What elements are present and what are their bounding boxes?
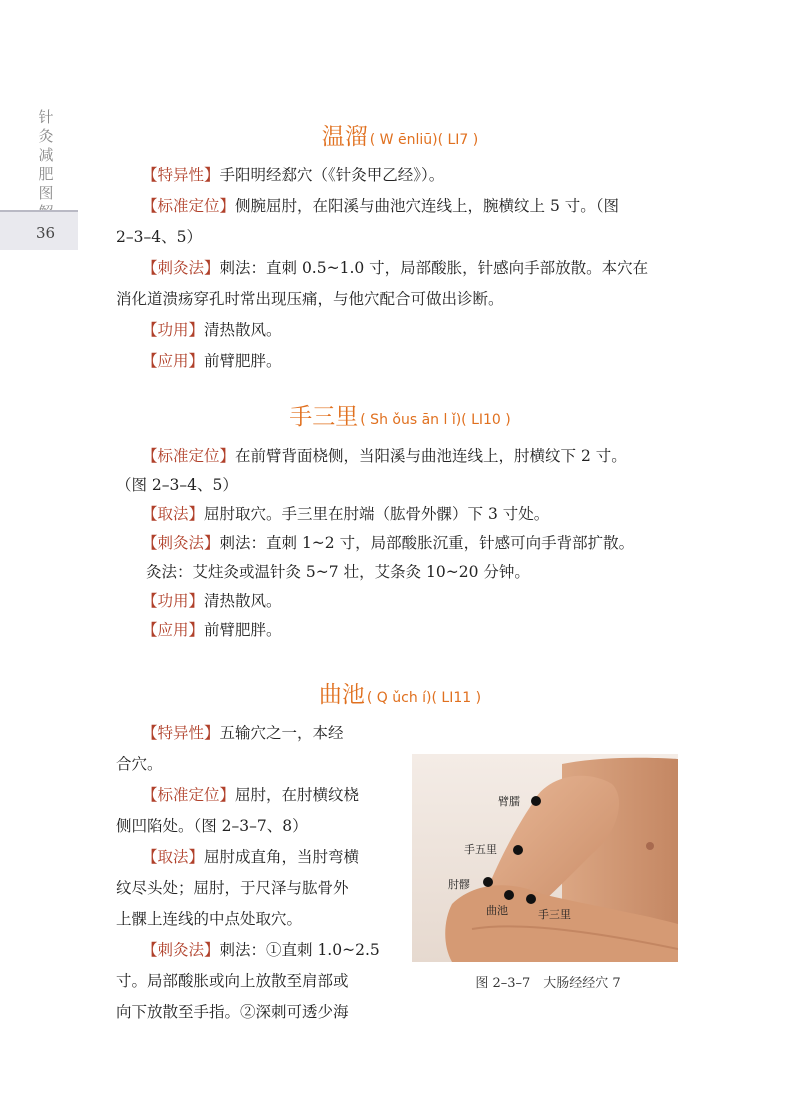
paragraph-text: 手阳明经郄穴（《针灸甲乙经》）。 <box>219 166 445 184</box>
point-label: 手三里 <box>538 908 571 921</box>
paragraph-text: 灸法：艾炷灸或温针灸 5~7 壮，艾条灸 10~20 分钟。 <box>146 563 530 581</box>
paragraph <box>116 470 238 501</box>
paragraph <box>116 284 504 315</box>
paragraph-text: 在前臂背面桡侧，当阳溪与曲池连线上，肘横纹下 2 寸。 <box>235 447 627 465</box>
paragraph-text: 刺法：直刺 1~2 寸，局部酸胀沉重，针感可向手背部扩散。 <box>219 534 635 552</box>
paragraph <box>142 842 359 873</box>
paragraph-tag: 【应用】 <box>142 352 205 370</box>
paragraph <box>116 811 308 842</box>
paragraph-text: 清热散风。 <box>204 321 282 339</box>
paragraph-text: 屈肘，在肘横纹桡 <box>235 786 360 804</box>
paragraph-tag: 【特异性】 <box>142 724 220 742</box>
point-quchi <box>504 890 514 900</box>
arm-illustration <box>412 754 678 962</box>
section-title-wenliu <box>0 118 800 151</box>
point-binao <box>531 796 541 806</box>
paragraph-tag: 【标准定位】 <box>142 197 236 215</box>
paragraph-text: 消化道溃疡穿孔时常出现压痛，与他穴配合可做出诊断。 <box>116 290 504 308</box>
section-pinyin: ( Q ǔch í)( LI11 ) <box>366 690 482 706</box>
paragraph-text: 屈肘取穴。手三里在肘端（肱骨外髁）下 3 寸处。 <box>204 505 550 523</box>
paragraph <box>142 615 282 646</box>
paragraph <box>142 160 444 191</box>
point-shousanli <box>526 894 536 904</box>
paragraph <box>142 780 359 811</box>
paragraph-text: 合穴。 <box>116 755 163 773</box>
paragraph-tag: 【取法】 <box>142 505 205 523</box>
book-title: 针灸减肥图 <box>38 108 54 202</box>
section-title-shousanli <box>0 398 800 431</box>
paragraph-text: 前臂肥胖。 <box>204 621 282 639</box>
paragraph-text: 屈肘成直角，当肘弯横 <box>204 848 360 866</box>
section-pinyin: ( W ēnliū)( LI7 ) <box>369 132 479 148</box>
paragraph-text: 上髁上连线的中点处取穴。 <box>116 910 303 928</box>
paragraph-tag: 【标准定位】 <box>142 786 236 804</box>
paragraph-tag: 【取法】 <box>142 848 205 866</box>
point-label: 手五里 <box>464 843 497 856</box>
paragraph <box>116 966 349 997</box>
paragraph-tag: 【刺灸法】 <box>142 941 220 959</box>
paragraph <box>142 253 648 284</box>
point-zhouliao <box>483 877 493 887</box>
paragraph-tag: 【标准定位】 <box>142 447 236 465</box>
paragraph-tag: 【刺灸法】 <box>142 534 220 552</box>
paragraph <box>142 441 627 472</box>
paragraph-text: 刺法：①直刺 1.0~2.5 <box>219 941 380 959</box>
paragraph-tag: 【功用】 <box>142 321 205 339</box>
paragraph <box>142 499 549 530</box>
paragraph-text: 寸。局部酸胀或向上放散至肩部或 <box>116 972 349 990</box>
paragraph-tag: 【特异性】 <box>142 166 220 184</box>
paragraph-text: 向下放散至手指。②深刺可透少海 <box>116 1003 349 1021</box>
paragraph-text: 2–3–4、5） <box>116 228 202 246</box>
paragraph <box>116 873 349 904</box>
paragraph-tag: 【功用】 <box>142 592 205 610</box>
paragraph <box>116 904 302 935</box>
paragraph-tag: 【应用】 <box>142 621 205 639</box>
paragraph-text: 侧腕屈肘，在阳溪与曲池穴连线上，腕横纹上 5 寸。（图 <box>235 197 619 215</box>
section-title-text: 曲池 <box>318 682 365 708</box>
paragraph <box>116 997 349 1028</box>
paragraph-text: 侧凹陷处。（图 2–3–7、8） <box>116 817 308 835</box>
paragraph <box>146 557 530 588</box>
paragraph <box>142 346 282 377</box>
page-number: 36 <box>36 224 56 242</box>
paragraph-text: （图 2–3–4、5） <box>116 476 238 494</box>
paragraph-text: 清热散风。 <box>204 592 282 610</box>
section-pinyin: ( Sh ǒus ān l ǐ)( LI10 ) <box>360 412 511 428</box>
paragraph <box>116 222 202 253</box>
point-shouwuli <box>513 845 523 855</box>
paragraph <box>142 935 380 966</box>
paragraph <box>142 315 282 346</box>
arm-acupoint-photo <box>412 754 678 962</box>
paragraph-tag: 【刺灸法】 <box>142 259 220 277</box>
section-title-quchi <box>0 676 800 709</box>
paragraph-text: 前臂肥胖。 <box>204 352 282 370</box>
paragraph-text: 刺法：直刺 0.5~1.0 寸，局部酸胀，针感向手部放散。本穴在 <box>219 259 649 277</box>
point-label: 曲池 <box>486 904 508 917</box>
paragraph <box>142 191 619 222</box>
section-title-text: 温溜 <box>321 124 368 150</box>
paragraph <box>142 718 344 749</box>
point-label: 肘髎 <box>448 878 470 891</box>
paragraph <box>116 749 163 780</box>
section-title-text: 手三里 <box>289 404 359 430</box>
figure-caption: 图 2–3–7 大肠经经穴 7 <box>475 976 621 991</box>
paragraph <box>142 586 282 617</box>
paragraph <box>142 528 634 559</box>
point-label: 臂臑 <box>498 795 520 808</box>
paragraph-text: 纹尽头处；屈肘，于尺泽与肱骨外 <box>116 879 349 897</box>
paragraph-text: 五输穴之一，本经 <box>219 724 344 742</box>
